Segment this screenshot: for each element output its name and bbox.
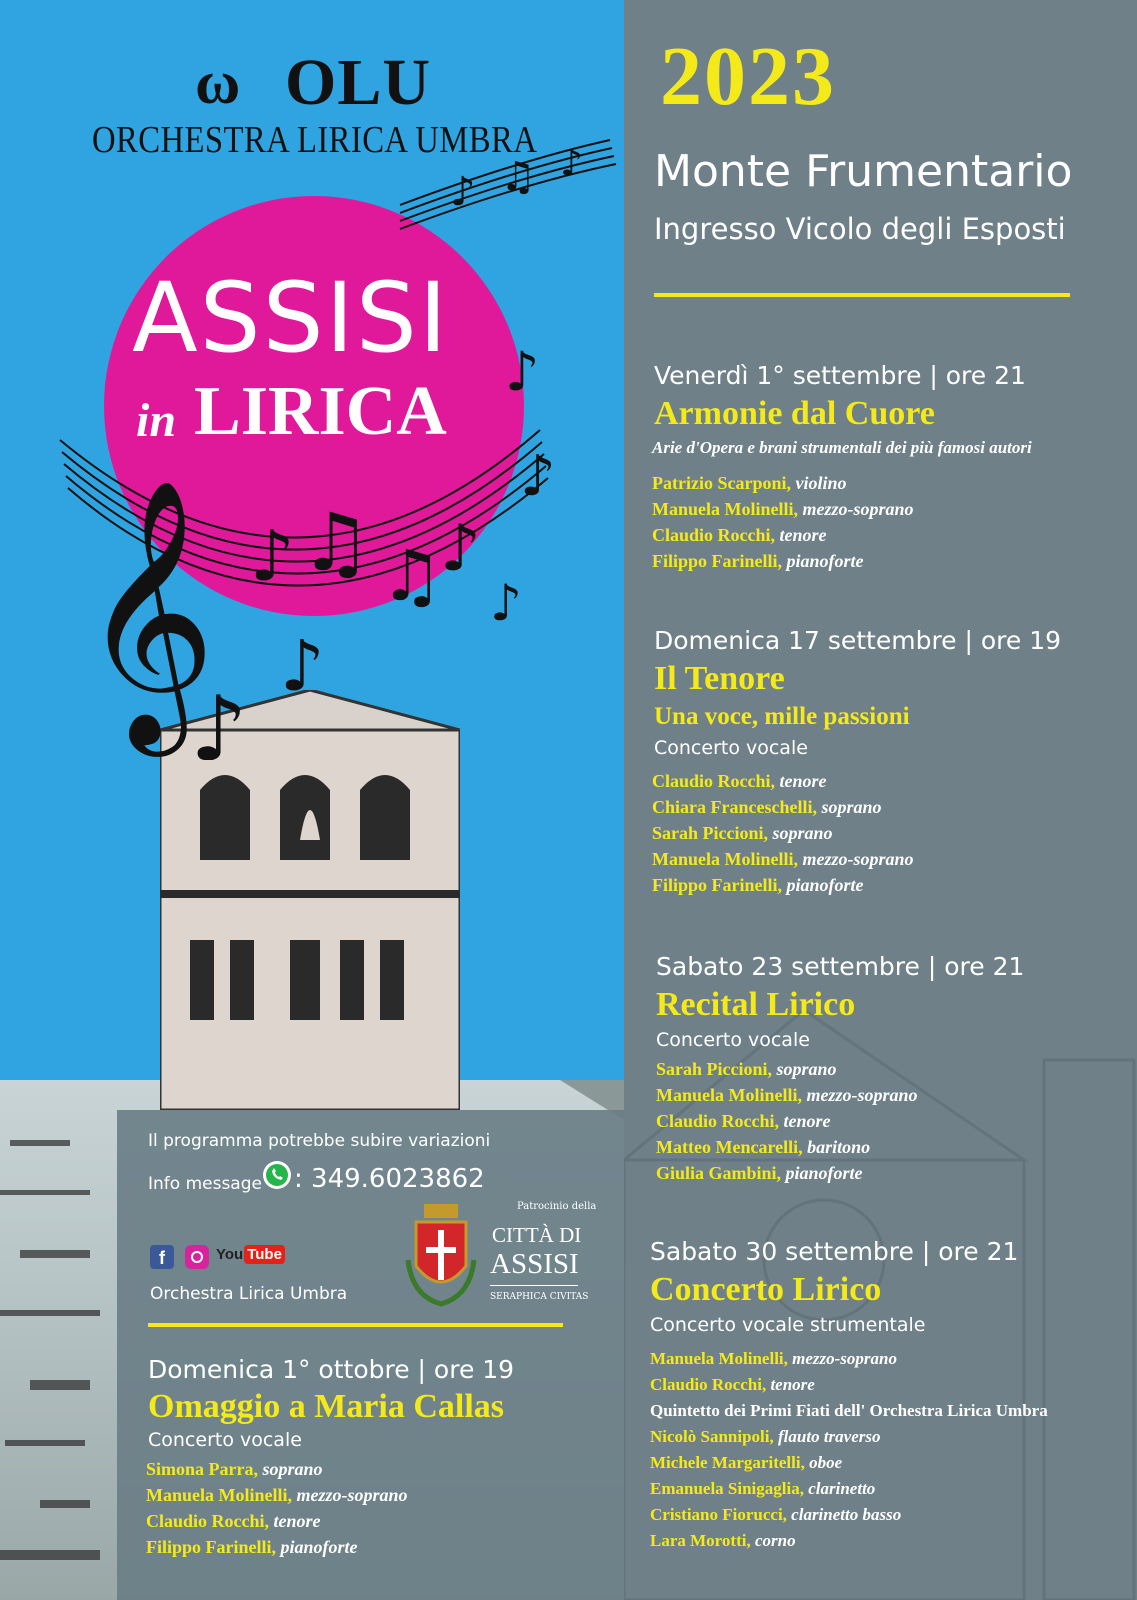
music-note-icon: ♫: [380, 535, 443, 617]
event-description: Concerto vocale: [148, 1429, 302, 1451]
performer-item: Emanuela Sinigaglia, clarinetto: [650, 1479, 876, 1498]
info-phone[interactable]: : 349.6023862: [294, 1164, 485, 1194]
music-note-icon: ♪: [505, 340, 540, 403]
performer-item: Sarah Piccioni, soprano: [656, 1059, 837, 1079]
assisi-coat-of-arms-icon: [402, 1200, 478, 1310]
music-note-icon: ♪: [450, 169, 476, 215]
performer-item: Manuela Molinelli, mezzo-soprano: [146, 1485, 408, 1505]
yellow-divider: [654, 293, 1070, 297]
event-description: Concerto vocale: [656, 1029, 810, 1051]
performer-item: Claudio Rocchi, tenore: [652, 525, 827, 545]
patronage-city-line1: CITTÀ DI: [492, 1223, 582, 1247]
performer-item: Michele Margaritelli, oboe: [650, 1453, 843, 1472]
venue-entrance: Ingresso Vicolo degli Esposti: [654, 212, 1066, 246]
event-title: Concerto Lirico: [650, 1271, 882, 1308]
program-note: Il programma potrebbe subire variazioni: [148, 1131, 491, 1151]
instagram-icon[interactable]: [185, 1245, 209, 1269]
performer-item: Giulia Gambini, pianoforte: [656, 1163, 863, 1183]
yellow-divider: [148, 1323, 563, 1327]
music-note-icon: ♪: [440, 512, 481, 586]
music-note-icon: ♫: [500, 154, 536, 200]
performer-item: Claudio Rocchi, tenore: [650, 1375, 815, 1394]
ensemble-name: Quintetto dei Primi Fiati dell' Orchestra Lirica Umbra: [650, 1401, 1048, 1420]
performer-item: Manuela Molinelli, mezzo-soprano: [656, 1085, 918, 1105]
orchestra-name: ORCHESTRA LIRICA UMBRA: [92, 119, 538, 161]
treble-clef-icon: 𝄞: [80, 478, 216, 745]
performer-item: Matteo Mencarelli, baritono: [656, 1137, 871, 1157]
performer-list: [146, 1456, 408, 1560]
patronage-divider: [490, 1285, 578, 1286]
event-date: Sabato 30 settembre | ore 21: [650, 1237, 1019, 1266]
festival-title-lirica: LIRICA: [194, 373, 447, 450]
event-title: Omaggio a Maria Callas: [148, 1388, 505, 1425]
olu-logo-mark: ω: [195, 49, 241, 117]
performer-item: Chiara Franceschelli, soprano: [652, 797, 882, 817]
performer-item: Patrizio Scarponi, violino: [652, 473, 847, 493]
performer-item: Manuela Molinelli, mezzo-soprano: [652, 499, 914, 519]
music-note-icon: ♪: [280, 625, 325, 707]
olu-logo-text: OLU: [285, 46, 432, 119]
festival-title-assisi: ASSISI: [132, 262, 450, 374]
event-date: Domenica 1° ottobre | ore 19: [148, 1355, 515, 1384]
event-title: Armonie dal Cuore: [654, 395, 935, 432]
music-note-icon: ♪: [490, 574, 522, 632]
info-message-label: Info message: [148, 1174, 262, 1194]
performer-item: Lara Morotti, corno: [650, 1531, 796, 1550]
patronage-motto: SERAPHICA CIVITAS: [490, 1292, 589, 1302]
event-description: Concerto vocale strumentale: [650, 1314, 926, 1336]
music-note-icon: ♪: [520, 444, 556, 509]
performer-list: [652, 470, 914, 574]
patronage-label: Patrocinio della: [517, 1201, 597, 1212]
performer-item: Manuela Molinelli, mezzo-soprano: [652, 849, 914, 869]
performer-item: Filippo Farinelli, pianoforte: [146, 1537, 358, 1557]
performer-item: Nicolò Sannipoli, flauto traverso: [650, 1427, 881, 1446]
performer-list: [652, 768, 914, 898]
event-description: Arie d'Opera e brani strumentali dei più famosi autori: [652, 438, 1032, 457]
performer-list: [650, 1346, 1048, 1554]
year: 2023: [660, 30, 836, 123]
event-date: Venerdì 1° settembre | ore 21: [654, 361, 1026, 390]
performer-item: Simona Parra, soprano: [146, 1459, 323, 1479]
music-note-icon: ♫: [300, 496, 372, 589]
facebook-icon[interactable]: f: [150, 1245, 174, 1269]
music-note-icon: ♪: [560, 143, 583, 184]
performer-item: Manuela Molinelli, mezzo-soprano: [650, 1349, 897, 1368]
performer-item: Claudio Rocchi, tenore: [656, 1111, 831, 1131]
musical-staff-decoration: [0, 0, 624, 760]
performer-item: Sarah Piccioni, soprano: [652, 823, 833, 843]
patronage-city-line2: ASSISI: [490, 1248, 579, 1280]
youtube-icon[interactable]: You Tube: [216, 1246, 285, 1263]
performer-item: Filippo Farinelli, pianoforte: [652, 875, 864, 895]
music-note-icon: ♪: [250, 515, 295, 597]
festival-title-in: in: [136, 394, 177, 447]
music-note-icon: ♪: [190, 677, 248, 760]
event-title: Recital Lirico: [656, 986, 856, 1023]
event-description: Concerto vocale: [654, 737, 808, 759]
performer-item: Claudio Rocchi, tenore: [652, 771, 827, 791]
performer-list: [656, 1056, 918, 1186]
event-subtitle: Una voce, mille passioni: [654, 703, 910, 730]
event-title: Il Tenore: [654, 660, 785, 697]
event-date: Sabato 23 settembre | ore 21: [656, 952, 1025, 981]
performer-item: Filippo Farinelli, pianoforte: [652, 551, 864, 571]
venue-name: Monte Frumentario: [654, 146, 1073, 197]
social-handle: Orchestra Lirica Umbra: [150, 1284, 348, 1304]
event-date: Domenica 17 settembre | ore 19: [654, 626, 1062, 655]
whatsapp-icon[interactable]: [261, 1159, 293, 1191]
performer-item: Cristiano Fiorucci, clarinetto basso: [650, 1505, 902, 1524]
performer-item: Claudio Rocchi, tenore: [146, 1511, 321, 1531]
